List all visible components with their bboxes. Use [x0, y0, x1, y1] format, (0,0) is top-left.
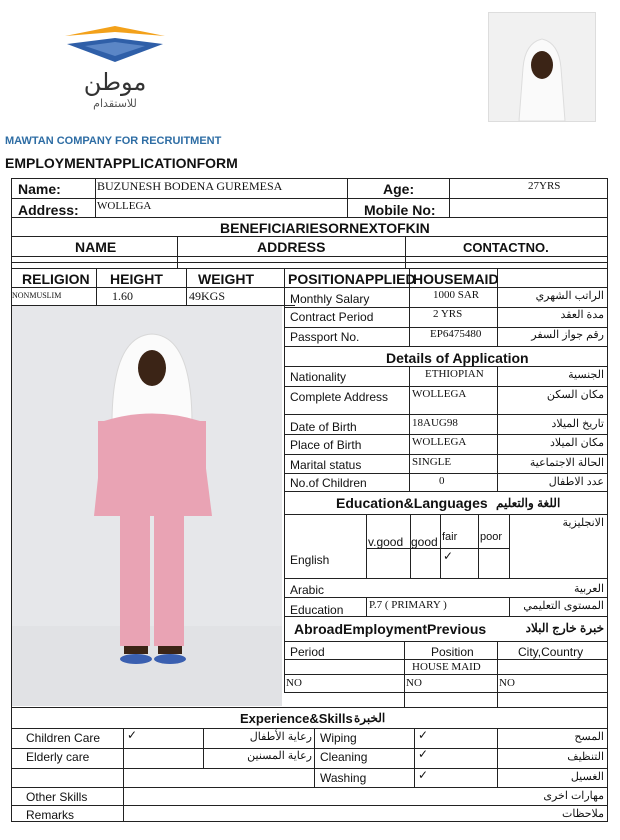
logo-arabic-text: موطن	[83, 68, 147, 96]
poor-header: poor	[480, 531, 503, 543]
washing-label: Washing	[320, 771, 367, 785]
logo-arabic-subtext: للاستقدام	[93, 97, 137, 110]
nationality-value: ETHIOPIAN	[425, 368, 484, 380]
remarks-label: Remarks	[26, 808, 75, 822]
salary-arabic: الراتب الشهري	[535, 290, 604, 302]
english-fair-check-icon: ✓	[443, 549, 454, 563]
address-value: WOLLEGA	[97, 200, 152, 212]
elderly-care-label: Elderly care	[26, 750, 90, 764]
weight-value: 49KGS	[189, 289, 226, 303]
vgood-header: v.good	[368, 535, 404, 549]
education-title-arabic: اللغة والتعليم	[496, 496, 561, 510]
weight-header: WEIGHT	[198, 271, 254, 287]
mobile-label: Mobile No:	[364, 202, 436, 218]
contract-period-value: 2 YRS	[433, 308, 463, 320]
religion-value: NONMUSLIM	[12, 291, 62, 300]
abroad-title: AbroadEmploymentPrevious	[294, 621, 487, 637]
details-title: Details of Application	[386, 350, 529, 366]
religion-header: RELIGION	[22, 271, 90, 287]
children-care-arabic: رعاية الأطفال	[249, 731, 312, 743]
arabic-label: Arabic	[290, 583, 325, 597]
washing-arabic: الغسيل	[570, 771, 604, 783]
dob-value: 18AUG98	[412, 417, 458, 429]
contract-period-label: Contract Period	[290, 310, 374, 324]
form-title: EMPLOYMENTAPPLICATIONFORM	[5, 155, 238, 171]
wiping-check-icon: ✓	[418, 728, 429, 742]
other-skills-label: Other Skills	[26, 790, 88, 804]
pob-label: Place of Birth	[290, 438, 362, 452]
position-col-header: Position	[431, 645, 474, 659]
children-care-label: Children Care	[26, 731, 101, 745]
other-skills-arabic: مهارات اخرى	[543, 790, 604, 802]
dob-arabic: تاريخ الميلاد	[551, 418, 604, 430]
height-header: HEIGHT	[110, 271, 163, 287]
marital-arabic: الحالة الاجتماعية	[529, 457, 604, 469]
english-label: English	[290, 553, 330, 567]
applicant-full-photo	[12, 306, 282, 706]
small-photo	[488, 12, 596, 122]
wiping-arabic: المسح	[574, 731, 604, 743]
salary-label: Monthly Salary	[290, 292, 370, 306]
age-value: 27YRS	[528, 180, 561, 192]
abroad-city-value: NO	[499, 677, 515, 689]
contract-period-arabic: مدة العقد	[560, 309, 604, 321]
nationality-arabic: الجنسية	[568, 369, 604, 381]
city-header: City,Country	[518, 645, 584, 659]
cleaning-label: Cleaning	[320, 750, 368, 764]
elderly-care-arabic: رعاية المسنين	[247, 750, 312, 762]
complete-address-value: WOLLEGA	[412, 388, 467, 400]
abroad-title-arabic: خبرة خارج البلاد	[525, 621, 604, 635]
education-label: Education	[290, 603, 344, 617]
age-label: Age:	[383, 181, 415, 197]
height-value: 1.60	[112, 289, 133, 303]
education-value: P.7 ( PRIMARY )	[369, 599, 447, 611]
cleaning-arabic: التنظيف	[567, 751, 604, 763]
remarks-arabic: ملاحظات	[562, 808, 604, 820]
position-value: HOUSEMAID	[413, 271, 499, 287]
passport-arabic: رقم جواز السفر	[531, 329, 604, 341]
complete-address-arabic: مكان السكن	[546, 389, 604, 401]
arabic-arabic: العربية	[573, 583, 604, 595]
passport-value: EP6475480	[430, 328, 482, 340]
pob-value: WOLLEGA	[412, 436, 467, 448]
education-title: Education&Languages	[336, 495, 488, 511]
children-value: 0	[439, 475, 445, 487]
nationality-label: Nationality	[290, 370, 347, 384]
company-name: MAWTAN COMPANY FOR RECRUITMENT	[5, 135, 222, 147]
experience-title-arabic: الخبرة	[354, 711, 386, 725]
logo-chevron-icon	[55, 22, 175, 72]
marital-label: Marital status	[290, 458, 362, 472]
fair-header: fair	[442, 531, 458, 543]
kin-name-header: NAME	[75, 239, 117, 255]
name-value: BUZUNESH BODENA GUREMESA	[97, 179, 283, 193]
abroad-position-value: HOUSE MAID	[412, 661, 481, 673]
name-label: Name:	[18, 181, 61, 197]
abroad-period-value: NO	[286, 677, 302, 689]
children-care-check-icon: ✓	[127, 728, 138, 742]
passport-label: Passport No.	[290, 330, 360, 344]
marital-value: SINGLE	[412, 456, 452, 468]
kin-title: BENEFICIARIESORNEXTOFKIN	[220, 220, 430, 236]
position-header: POSITIONAPPLIED	[288, 271, 416, 287]
good-header: good	[411, 535, 438, 549]
company-logo	[55, 22, 175, 112]
education-arabic: المستوى التعليمي	[523, 600, 604, 612]
complete-address-label: Complete Address	[290, 390, 389, 404]
kin-contact-header: CONTACTNO.	[463, 240, 549, 255]
wiping-label: Wiping	[320, 731, 357, 745]
washing-check-icon: ✓	[418, 768, 429, 782]
kin-address-header: ADDRESS	[257, 239, 326, 255]
english-arabic: الانجليزية	[562, 517, 604, 529]
cleaning-check-icon: ✓	[418, 747, 429, 761]
abroad-position-no: NO	[406, 677, 422, 689]
address-label: Address:	[18, 202, 79, 218]
dob-label: Date of Birth	[290, 420, 357, 434]
period-header: Period	[290, 645, 325, 659]
experience-title: Experience&Skills	[240, 711, 353, 726]
children-label: No.of Children	[290, 476, 367, 490]
children-arabic: عدد الاطفال	[548, 476, 604, 488]
salary-value: 1000 SAR	[433, 289, 480, 301]
pob-arabic: مكان الميلاد	[549, 437, 604, 449]
